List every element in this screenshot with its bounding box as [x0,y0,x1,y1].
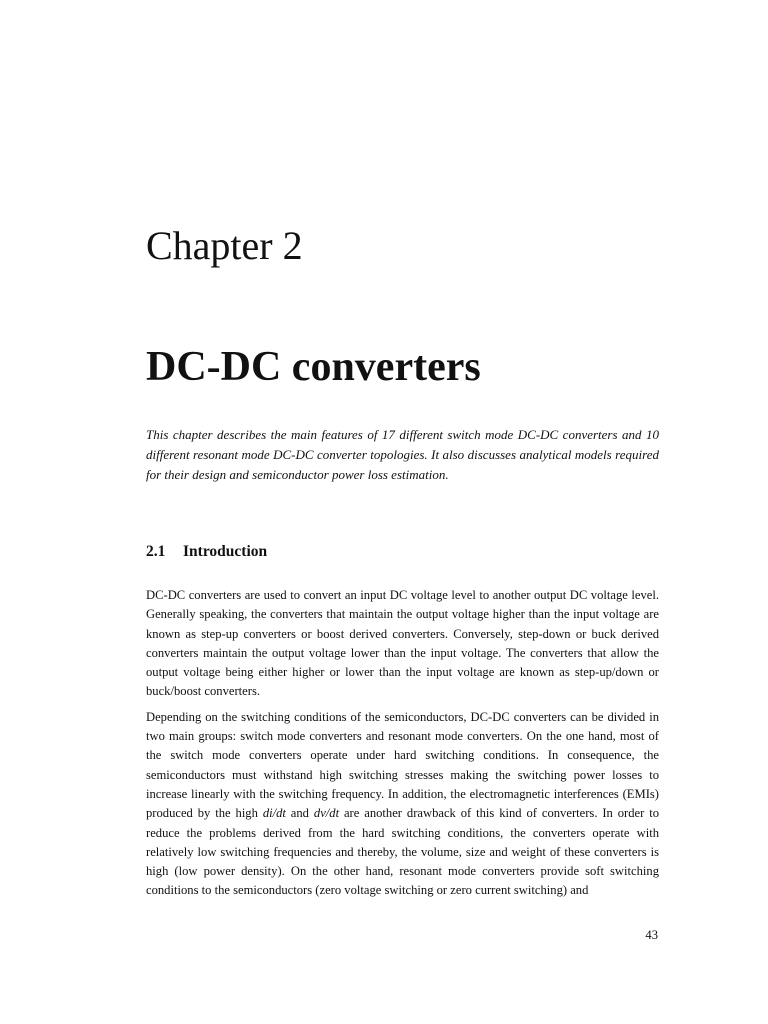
body-text [146,586,659,907]
section-number: 2.1 [146,543,166,560]
section-title: Introduction [183,543,268,560]
paragraph-2-text-start: Depending on the switching conditions of the semiconductors, DC-DC converters can be divided in two main groups: switch mode converters and resonant mode converters. On the one hand, most of the switch mode converters operate under hard switching conditions. In consequence, the semiconductors must withstand high switching stresses making the switching power losses to increase linearly with the switching frequency. In addition, the electromagnetic interferences (EMIs) produced by the high [146,709,659,821]
paragraph-2-text-end: are another drawback of this kind of converters. In order to reduce the problems derived from the hard switching conditions, the converters operate with relatively low switching frequencies and thereby, the volume, size and weight of these converters is high (low power density). On the other hand, resonant mode converters provide soft switching conditions to the semiconductors (zero voltage switching or zero current switching) and [146,806,660,898]
paragraph-2 [146,708,659,901]
section-heading [146,542,267,562]
chapter-title: DC-DC converters [146,344,481,390]
di-dt-term: di/dt [262,806,286,821]
page-number: 43 [645,928,658,942]
dv-dt-term: dv/dt [313,806,340,821]
paragraph-1: DC-DC converters are used to convert an input DC voltage level to another output DC voltage level. Generally speaking, the converters that maintain the output voltage higher than the input voltage are known as step-up converters or boost derived converters. Conversely, step-down or buck derived converters maintain the output voltage lower than the input voltage. The converters that allow the output voltage being either higher or lower than the input voltage are known as step-up/down or buck/boost converters. [146,588,659,699]
chapter-abstract: This chapter describes the main features of 17 different switch mode DC-DC converters and 10 different resonant mode DC-DC converter topologies. It also discusses analytical models required for their design and semiconductor power loss estimation. [146,427,659,482]
chapter-label: Chapter 2 [146,223,303,268]
paragraph-2-conjunction: and [285,806,314,821]
